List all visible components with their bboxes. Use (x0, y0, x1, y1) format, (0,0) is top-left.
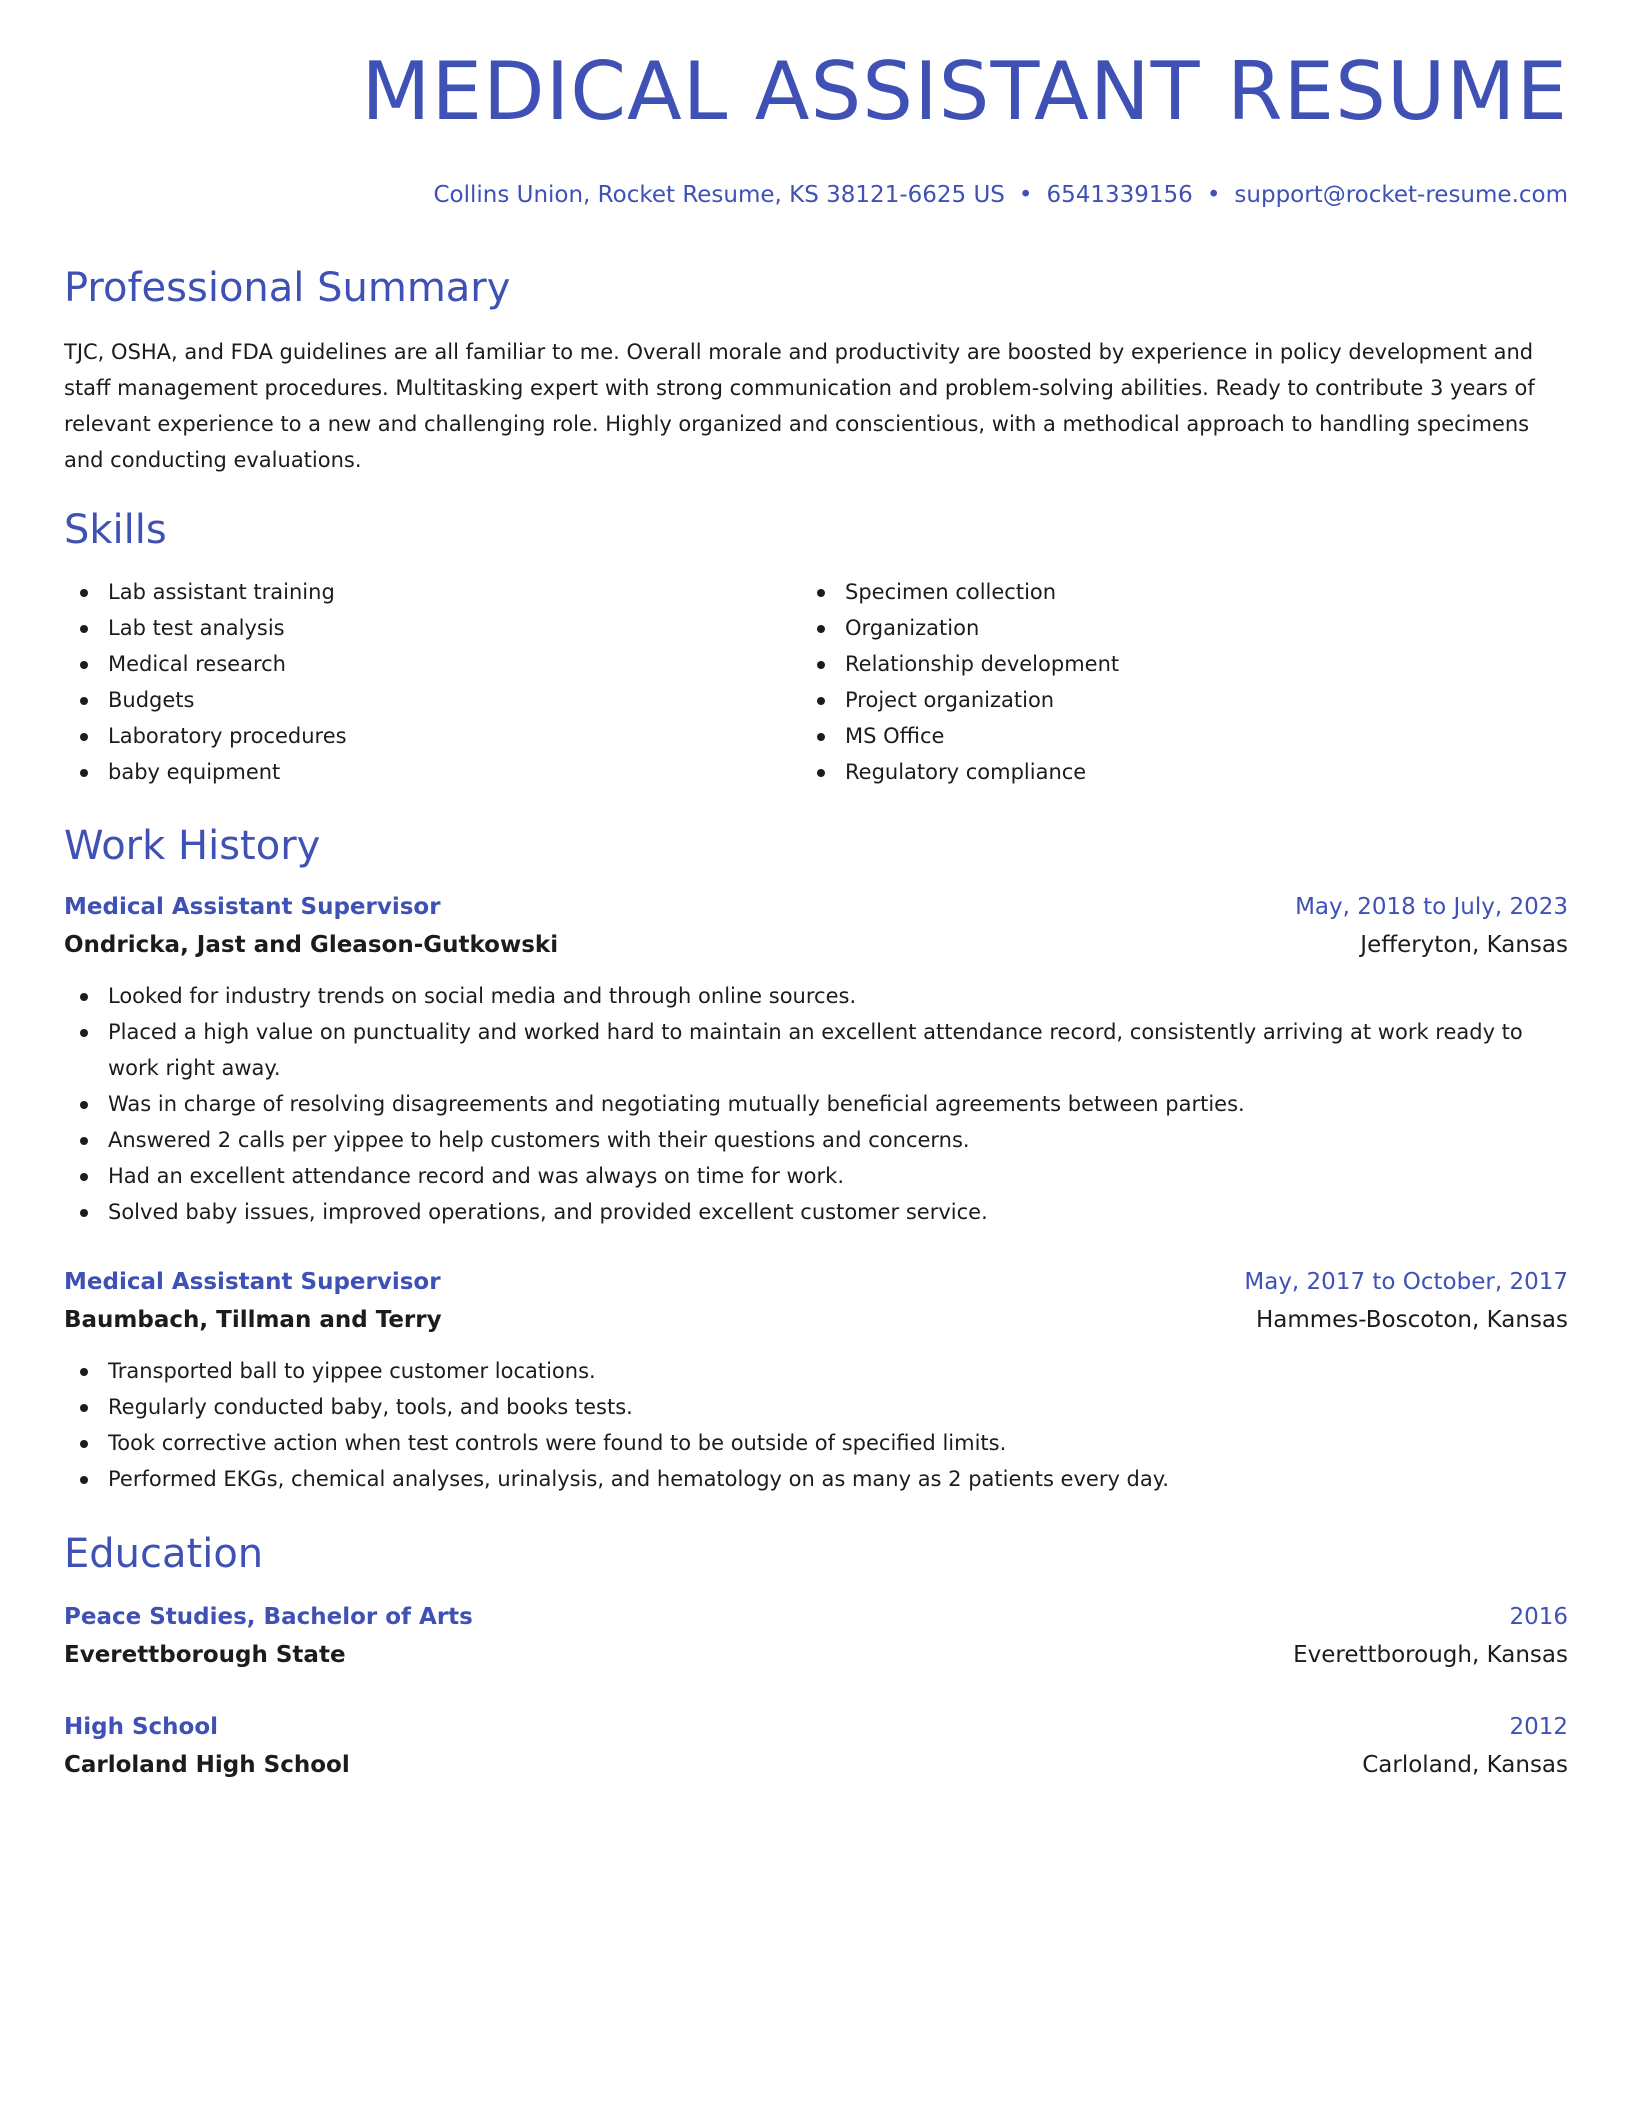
job-bullet: Answered 2 calls per yippee to help customers with their questions and concerns. (64, 1122, 1568, 1158)
skill-item: Project organization (801, 682, 1501, 718)
skill-item: Budgets (64, 682, 764, 718)
skill-item: Relationship development (801, 646, 1501, 682)
section-heading-skills: Skills (64, 507, 167, 553)
section-heading-education: Education (64, 1531, 264, 1577)
job-bullet: Transported ball to yippee customer locations. (64, 1353, 1568, 1389)
skill-item: MS Office (801, 718, 1501, 754)
education-year: 2016 (1509, 1604, 1568, 1630)
section-heading-summary: Professional Summary (64, 265, 511, 311)
education-entry (64, 1708, 1568, 1784)
job-bullet: Regularly conducted baby, tools, and books tests. (64, 1389, 1568, 1425)
work-entry (64, 1263, 1568, 1497)
job-title: Medical Assistant Supervisor (64, 894, 441, 920)
job-dates: May, 2018 to July, 2023 (1295, 894, 1568, 920)
education-degree: Peace Studies, Bachelor of Arts (64, 1604, 473, 1630)
job-title: Medical Assistant Supervisor (64, 1269, 441, 1295)
skill-item: Specimen collection (801, 574, 1501, 610)
job-bullet: Looked for industry trends on social media and through online sources. (64, 978, 1568, 1014)
job-company: Ondricka, Jast and Gleason-Gutkowski (64, 932, 559, 958)
contact-phone: 6541339156 (1046, 182, 1193, 208)
job-bullet: Had an excellent attendance record and was always on time for work. (64, 1158, 1568, 1194)
education-location: Carloland, Kansas (1362, 1752, 1568, 1778)
resume-title: MEDICAL ASSISTANT RESUME (361, 45, 1568, 138)
skill-item: Medical research (64, 646, 764, 682)
summary-text: TJC, OSHA, and FDA guidelines are all familiar to me. Overall morale and productivity are boosted by experience in policy development and staff management procedures. Multitasking expert with strong communication and problem-solving abilities. Ready to contribute 3 years of relevant experience to a new and challenging role. Highly organized and conscientious, with a methodical approach to handling specimens and conducting evaluations. (64, 340, 1535, 472)
education-location: Everettborough, Kansas (1293, 1642, 1568, 1668)
contact-separator: • (1206, 182, 1221, 208)
education-entry (64, 1598, 1568, 1674)
job-bullet: Solved baby issues, improved operations, and provided excellent customer service. (64, 1194, 1568, 1230)
job-location: Jefferyton, Kansas (1360, 932, 1568, 958)
job-location: Hammes-Boscoton, Kansas (1255, 1307, 1568, 1333)
job-bullets (64, 978, 1568, 1230)
work-entry (64, 888, 1568, 1230)
skill-item: Organization (801, 610, 1501, 646)
skill-item: Lab test analysis (64, 610, 764, 646)
contact-line (433, 182, 1568, 208)
job-bullet: Was in charge of resolving disagreements and negotiating mutually beneficial agreements between parties. (64, 1086, 1568, 1122)
skills-column-right (801, 574, 1501, 790)
job-bullets (64, 1353, 1568, 1497)
contact-address: Collins Union, Rocket Resume, KS 38121-6625 US (433, 182, 1005, 208)
job-bullet: Took corrective action when test controls were found to be outside of specified limits. (64, 1425, 1568, 1461)
contact-email: support@rocket-resume.com (1234, 182, 1568, 208)
education-school: Everettborough State (64, 1642, 346, 1668)
skill-item: Laboratory procedures (64, 718, 764, 754)
skill-item: Regulatory compliance (801, 754, 1501, 790)
education-degree: High School (64, 1714, 219, 1740)
job-company: Baumbach, Tillman and Terry (64, 1307, 442, 1333)
skill-item: baby equipment (64, 754, 764, 790)
contact-separator: • (1018, 182, 1033, 208)
education-school: Carloland High School (64, 1752, 350, 1778)
job-dates: May, 2017 to October, 2017 (1244, 1269, 1568, 1295)
skill-item: Lab assistant training (64, 574, 764, 610)
skills-column-left (64, 574, 764, 790)
job-bullet: Placed a high value on punctuality and worked hard to maintain an excellent attendance record, consistently arriving at work ready to work right away. (64, 1014, 1568, 1086)
section-heading-work-history: Work History (64, 823, 321, 869)
job-bullet: Performed EKGs, chemical analyses, urinalysis, and hematology on as many as 2 patients every day. (64, 1461, 1568, 1497)
education-year: 2012 (1509, 1714, 1568, 1740)
